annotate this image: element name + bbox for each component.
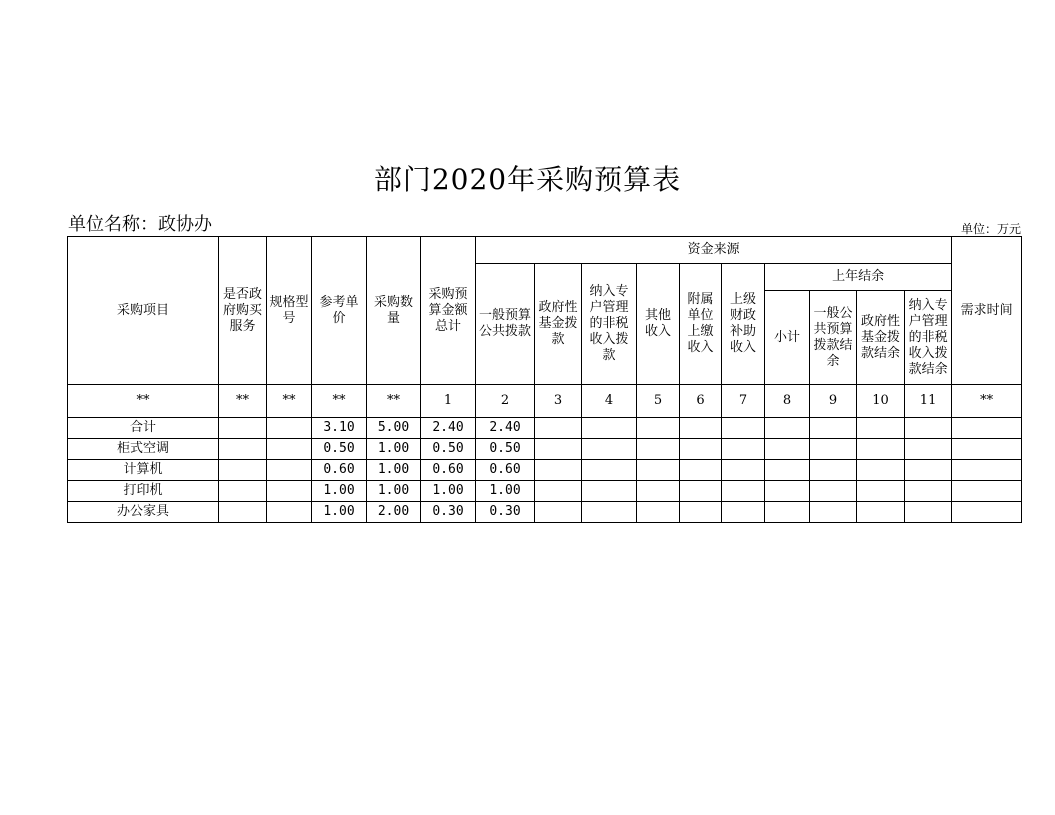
cell-total: 2.40 <box>421 418 476 439</box>
cell-empty <box>535 460 582 481</box>
cell-empty <box>952 502 1022 523</box>
cell-empty <box>535 418 582 439</box>
cell-empty <box>582 481 637 502</box>
cell-empty <box>722 460 765 481</box>
cell-empty <box>810 439 857 460</box>
cell-empty <box>637 439 680 460</box>
index-cell: 9 <box>810 385 857 418</box>
cell-is-gov <box>219 502 267 523</box>
index-cell: ** <box>952 385 1022 418</box>
cell-empty <box>582 502 637 523</box>
index-cell: 10 <box>857 385 905 418</box>
table-row <box>68 439 1022 460</box>
document-title: 部门2020年采购预算表 <box>373 163 682 196</box>
cell-empty <box>582 439 637 460</box>
cell-ref-price: 3.10 <box>312 418 367 439</box>
table-row <box>68 418 1022 439</box>
cell-is-gov <box>219 460 267 481</box>
index-cell: 1 <box>421 385 476 418</box>
procurement-budget-table <box>67 236 1022 523</box>
cell-empty <box>857 418 905 439</box>
cell-empty <box>722 481 765 502</box>
cell-spec <box>267 481 312 502</box>
cell-empty <box>857 439 905 460</box>
header-carryover: 上年结余 <box>765 264 952 291</box>
cell-total: 0.60 <box>421 460 476 481</box>
cell-general: 1.00 <box>476 481 535 502</box>
header-time: 需求时间 <box>952 237 1022 385</box>
header-item: 采购项目 <box>68 237 219 385</box>
cell-quantity: 1.00 <box>367 481 421 502</box>
index-cell: 6 <box>680 385 722 418</box>
cell-empty <box>810 460 857 481</box>
cell-spec <box>267 460 312 481</box>
cell-empty <box>810 502 857 523</box>
cell-empty <box>637 481 680 502</box>
cell-empty <box>637 418 680 439</box>
header-subtotal: 小计 <box>765 291 810 385</box>
cell-empty <box>680 439 722 460</box>
cell-empty <box>905 439 952 460</box>
header-superior: 上级财政补助收入 <box>722 264 765 385</box>
unit-label: 单位：万元 <box>960 222 1021 236</box>
header-total: 采购预算金额总计 <box>421 237 476 385</box>
cell-empty <box>810 418 857 439</box>
header-nontax: 纳入专户管理的非税收入拨款 <box>582 264 637 385</box>
header-affiliated: 附属单位上缴收入 <box>680 264 722 385</box>
cell-spec <box>267 439 312 460</box>
cell-general: 2.40 <box>476 418 535 439</box>
cell-spec <box>267 418 312 439</box>
cell-empty <box>952 460 1022 481</box>
index-cell: 4 <box>582 385 637 418</box>
index-cell: ** <box>312 385 367 418</box>
cell-empty <box>810 481 857 502</box>
unit-name: 单位名称：政协办 <box>68 214 212 235</box>
cell-empty <box>535 481 582 502</box>
table-row <box>68 481 1022 502</box>
cell-general: 0.50 <box>476 439 535 460</box>
header-funding: 资金来源 <box>476 237 952 264</box>
cell-empty <box>680 418 722 439</box>
cell-empty <box>680 460 722 481</box>
cell-empty <box>765 418 810 439</box>
header-co-gov-fund: 政府性基金拨款结余 <box>857 291 905 385</box>
table-row <box>68 502 1022 523</box>
cell-ref-price: 0.50 <box>312 439 367 460</box>
header-is-gov: 是否政府购买服务 <box>219 237 267 385</box>
cell-empty <box>952 481 1022 502</box>
index-cell: 11 <box>905 385 952 418</box>
cell-is-gov <box>219 481 267 502</box>
cell-empty <box>905 460 952 481</box>
header-quantity: 采购数量 <box>367 237 421 385</box>
cell-ref-price: 0.60 <box>312 460 367 481</box>
index-cell: 5 <box>637 385 680 418</box>
cell-empty <box>905 481 952 502</box>
cell-ref-price: 1.00 <box>312 502 367 523</box>
cell-empty <box>722 502 765 523</box>
cell-empty <box>722 439 765 460</box>
cell-quantity: 1.00 <box>367 460 421 481</box>
index-cell: 3 <box>535 385 582 418</box>
cell-empty <box>765 481 810 502</box>
index-cell: 2 <box>476 385 535 418</box>
index-cell: 7 <box>722 385 765 418</box>
cell-empty <box>952 439 1022 460</box>
index-cell: ** <box>267 385 312 418</box>
cell-item: 合计 <box>68 418 219 439</box>
cell-total: 0.50 <box>421 439 476 460</box>
header-co-nontax: 纳入专户管理的非税收入拨款结余 <box>905 291 952 385</box>
index-cell: 8 <box>765 385 810 418</box>
cell-quantity: 5.00 <box>367 418 421 439</box>
cell-general: 0.30 <box>476 502 535 523</box>
cell-empty <box>952 418 1022 439</box>
cell-empty <box>680 481 722 502</box>
cell-item: 办公家具 <box>68 502 219 523</box>
cell-empty <box>722 418 765 439</box>
header-spec: 规格型号 <box>267 237 312 385</box>
index-cell: ** <box>219 385 267 418</box>
header-other: 其他收入 <box>637 264 680 385</box>
header-general: 一般预算公共拨款 <box>476 264 535 385</box>
cell-empty <box>535 502 582 523</box>
table-row <box>68 460 1022 481</box>
cell-empty <box>582 460 637 481</box>
cell-empty <box>857 502 905 523</box>
cell-empty <box>905 418 952 439</box>
cell-total: 1.00 <box>421 481 476 502</box>
cell-empty <box>637 502 680 523</box>
cell-is-gov <box>219 418 267 439</box>
cell-quantity: 1.00 <box>367 439 421 460</box>
cell-empty <box>905 502 952 523</box>
cell-item: 计算机 <box>68 460 219 481</box>
cell-empty <box>857 460 905 481</box>
cell-empty <box>765 502 810 523</box>
cell-ref-price: 1.00 <box>312 481 367 502</box>
cell-general: 0.60 <box>476 460 535 481</box>
index-cell: ** <box>68 385 219 418</box>
header-ref-price: 参考单价 <box>312 237 367 385</box>
cell-empty <box>765 460 810 481</box>
cell-empty <box>765 439 810 460</box>
index-row <box>68 385 1022 418</box>
cell-empty <box>680 502 722 523</box>
cell-item: 打印机 <box>68 481 219 502</box>
cell-item: 柜式空调 <box>68 439 219 460</box>
cell-empty <box>857 481 905 502</box>
cell-spec <box>267 502 312 523</box>
cell-empty <box>582 418 637 439</box>
cell-empty <box>637 460 680 481</box>
header-co-general: 一般公共预算拨款结余 <box>810 291 857 385</box>
cell-total: 0.30 <box>421 502 476 523</box>
index-cell: ** <box>367 385 421 418</box>
cell-quantity: 2.00 <box>367 502 421 523</box>
header-gov-fund: 政府性基金拨款 <box>535 264 582 385</box>
cell-is-gov <box>219 439 267 460</box>
cell-empty <box>535 439 582 460</box>
